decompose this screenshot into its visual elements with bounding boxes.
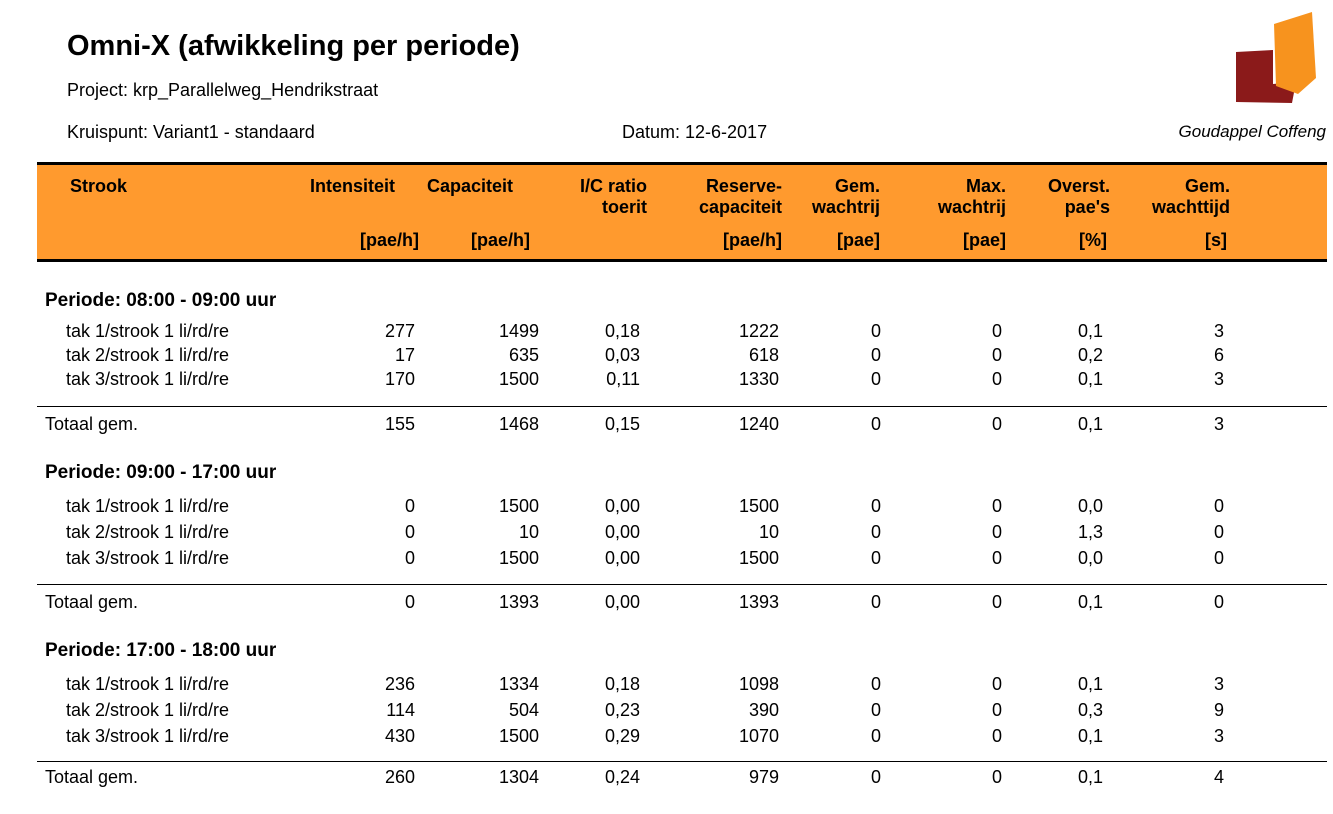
total-divider [37,406,1327,407]
cell-ic-ratio: 0,23 [604,700,640,720]
total-divider [37,761,1327,762]
cell-max-wachtrij: 0 [991,496,1002,516]
col-ic-ratio-line2: toerit [602,197,647,217]
cell-ic-ratio: 0,00 [604,496,640,516]
cell-overst: 0,1 [1077,321,1103,341]
cell-intensiteit: 155 [384,414,415,434]
cell-max-wachtrij: 0 [991,674,1002,694]
cell-reserve: 10 [758,522,779,542]
cell-ic-ratio: 0,00 [604,522,640,542]
kruispunt-label: Kruispunt: Variant1 - standaard [67,122,315,142]
cell-ic-ratio: 0,18 [604,321,640,341]
cell-overst: 0,0 [1077,548,1103,568]
total-label: Totaal gem. [45,767,139,787]
cell-wachttijd: 3 [1213,321,1224,341]
lane-label: tak 3/strook 1 li/rd/re [66,369,230,389]
cell-overst: 0,0 [1077,496,1103,516]
total-row [0,414,1333,436]
cell-wachttijd: 3 [1213,369,1224,389]
cell-capaciteit: 1500 [498,496,539,516]
table-row [0,548,1333,570]
cell-intensiteit: 260 [384,767,415,787]
cell-gem-wachtrij: 0 [870,767,881,787]
cell-intensiteit: 430 [384,726,415,746]
cell-overst: 0,1 [1077,767,1103,787]
cell-reserve: 1393 [738,592,779,612]
col-intensiteit: Intensiteit [310,176,396,196]
cell-gem-wachtrij: 0 [870,522,881,542]
col-gem-wachtrij: Gem. [834,176,880,196]
lane-label: tak 2/strook 1 li/rd/re [66,522,230,542]
total-label: Totaal gem. [45,592,139,612]
cell-gem-wachtrij: 0 [870,674,881,694]
cell-ic-ratio: 0,24 [604,767,640,787]
cell-reserve: 1500 [738,548,779,568]
lane-label: tak 2/strook 1 li/rd/re [66,345,230,365]
cell-max-wachtrij: 0 [991,522,1002,542]
cell-max-wachtrij: 0 [991,548,1002,568]
cell-wachttijd: 0 [1213,548,1224,568]
cell-intensiteit: 0 [404,592,415,612]
cell-ic-ratio: 0,11 [606,369,640,389]
cell-intensiteit: 0 [404,548,415,568]
table-row [0,321,1333,343]
col-overst-line2: pae's [1064,197,1110,217]
cell-overst: 0,1 [1077,414,1103,434]
cell-capaciteit: 635 [508,345,539,365]
unit-overst: [%] [1079,230,1107,250]
cell-capaciteit: 1500 [498,548,539,568]
col-overst: Overst. [1047,176,1110,196]
unit-capaciteit: [pae/h] [470,230,530,250]
col-gem-wachtrij-line2: wachtrij [811,197,880,217]
cell-capaciteit: 1499 [498,321,539,341]
unit-wachttijd: [s] [1205,230,1227,250]
lane-label: tak 3/strook 1 li/rd/re [66,548,230,568]
col-max-wachtrij-line2: wachtrij [937,197,1006,217]
cell-capaciteit: 1500 [498,726,539,746]
cell-reserve: 1098 [738,674,779,694]
company-name: Goudappel Coffeng [1178,122,1326,141]
cell-intensiteit: 0 [404,522,415,542]
total-row [0,592,1333,614]
cell-gem-wachtrij: 0 [870,369,881,389]
table-row [0,674,1333,696]
cell-reserve: 618 [748,345,779,365]
cell-reserve: 1330 [738,369,779,389]
table-row [0,726,1333,748]
cell-gem-wachtrij: 0 [870,414,881,434]
cell-overst: 0,1 [1077,369,1103,389]
lane-label: tak 3/strook 1 li/rd/re [66,726,230,746]
cell-wachttijd: 3 [1213,414,1224,434]
unit-intensiteit: [pae/h] [359,230,419,250]
cell-intensiteit: 277 [384,321,415,341]
cell-intensiteit: 114 [386,700,415,720]
lane-label: tak 1/strook 1 li/rd/re [66,496,230,516]
unit-max-wachtrij: [pae] [962,230,1006,250]
cell-reserve: 390 [748,700,779,720]
cell-max-wachtrij: 0 [991,369,1002,389]
unit-reserve: [pae/h] [722,230,782,250]
cell-wachttijd: 9 [1213,700,1224,720]
cell-wachttijd: 0 [1213,592,1224,612]
cell-capaciteit: 1334 [498,674,539,694]
cell-reserve: 1240 [738,414,779,434]
column-header-band [37,162,1327,262]
cell-capaciteit: 504 [508,700,539,720]
cell-ic-ratio: 0,18 [604,674,640,694]
cell-wachttijd: 6 [1213,345,1224,365]
table-row [0,496,1333,518]
cell-reserve: 1222 [738,321,779,341]
project-label: Project: krp_Parallelweg_Hendrikstraat [67,80,379,100]
cell-ic-ratio: 0,03 [604,345,640,365]
col-max-wachtrij: Max. [965,176,1006,196]
period-title: Periode: 09:00 - 17:00 uur [45,462,277,483]
period-title: Periode: 08:00 - 09:00 uur [45,290,277,311]
cell-capaciteit: 1393 [498,592,539,612]
cell-max-wachtrij: 0 [991,726,1002,746]
col-reserve-line2: capaciteit [698,197,782,217]
date-label: Datum: 12-6-2017 [622,122,768,142]
cell-intensiteit: 236 [384,674,415,694]
cell-max-wachtrij: 0 [991,345,1002,365]
total-row [0,767,1333,789]
cell-wachttijd: 3 [1213,674,1224,694]
cell-capaciteit: 1468 [498,414,539,434]
cell-overst: 0,1 [1077,726,1103,746]
col-capaciteit: Capaciteit [427,176,514,196]
cell-reserve: 1070 [738,726,779,746]
lane-label: tak 1/strook 1 li/rd/re [66,674,230,694]
cell-wachttijd: 0 [1213,496,1224,516]
lane-label: tak 1/strook 1 li/rd/re [66,321,230,341]
cell-gem-wachtrij: 0 [870,700,881,720]
cell-ic-ratio: 0,00 [604,548,640,568]
cell-intensiteit: 0 [404,496,415,516]
cell-reserve: 1500 [738,496,779,516]
cell-gem-wachtrij: 0 [870,548,881,568]
page-title: Omni-X (afwikkeling per periode) [67,30,520,62]
col-strook: Strook [70,176,128,196]
col-wachttijd-line2: wachttijd [1151,197,1230,217]
table-row [0,345,1333,367]
unit-gem-wachtrij: [pae] [836,230,880,250]
cell-capaciteit: 1500 [498,369,539,389]
cell-reserve: 979 [748,767,779,787]
cell-capaciteit: 10 [518,522,539,542]
cell-max-wachtrij: 0 [991,414,1002,434]
cell-gem-wachtrij: 0 [870,592,881,612]
cell-overst: 1,3 [1077,522,1103,542]
cell-intensiteit: 170 [384,369,415,389]
table-row [0,700,1333,722]
cell-wachttijd: 4 [1213,767,1224,787]
col-ic-ratio: I/C ratio [579,176,647,196]
cell-max-wachtrij: 0 [991,592,1002,612]
cell-gem-wachtrij: 0 [870,321,881,341]
cell-max-wachtrij: 0 [991,321,1002,341]
cell-intensiteit: 17 [394,345,415,365]
total-divider [37,584,1327,585]
cell-capaciteit: 1304 [498,767,539,787]
lane-label: tak 2/strook 1 li/rd/re [66,700,230,720]
total-label: Totaal gem. [45,414,139,434]
cell-overst: 0,1 [1077,674,1103,694]
cell-overst: 0,1 [1077,592,1103,612]
cell-gem-wachtrij: 0 [870,345,881,365]
cell-overst: 0,3 [1077,700,1103,720]
cell-ic-ratio: 0,00 [604,592,640,612]
cell-gem-wachtrij: 0 [870,726,881,746]
cell-ic-ratio: 0,29 [604,726,640,746]
col-reserve: Reserve- [705,176,782,196]
cell-ic-ratio: 0,15 [604,414,640,434]
col-wachttijd: Gem. [1184,176,1230,196]
cell-overst: 0,2 [1077,345,1103,365]
table-row [0,522,1333,544]
cell-max-wachtrij: 0 [991,767,1002,787]
cell-max-wachtrij: 0 [991,700,1002,720]
period-title: Periode: 17:00 - 18:00 uur [45,640,277,661]
cell-gem-wachtrij: 0 [870,496,881,516]
cell-wachttijd: 3 [1213,726,1224,746]
cell-wachttijd: 0 [1213,522,1224,542]
table-row [0,369,1333,391]
goudappel-logo-icon [1228,10,1318,108]
